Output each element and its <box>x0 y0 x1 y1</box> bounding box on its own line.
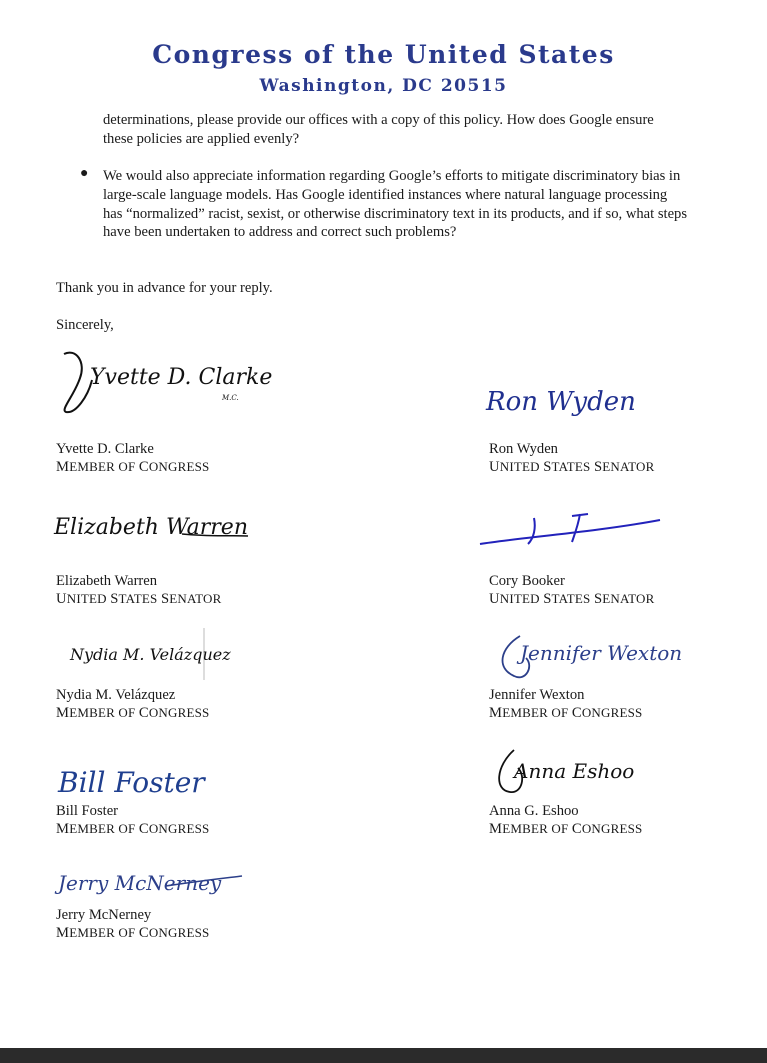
signer-name: Elizabeth Warren <box>56 573 158 589</box>
signer-name: Bill Foster <box>56 803 119 819</box>
signer-wexton <box>489 686 749 722</box>
signer-warren <box>56 572 316 608</box>
signer-mcnerney <box>56 906 316 942</box>
bullet-paragraph: We would also appreciate information regarding Google’s efforts to mitigate discriminatory bias in large-scale language models. Has Google identified instances where natural language processing has “normalized” racist, sexist, or otherwise discriminatory text in its products, and if so, what steps have been undertaken to address and correct such problems? <box>103 168 688 241</box>
signer-title: MEMBER OF CONGRESS <box>489 705 643 721</box>
signature-foster <box>56 756 246 804</box>
signature-eshoo <box>488 740 648 800</box>
signature-mark: M.C. <box>222 394 239 402</box>
signer-wyden <box>489 440 749 476</box>
signature-text: Elizabeth Warren <box>54 515 248 540</box>
letterhead-title: Congress of the United States <box>152 40 615 69</box>
signer-clarke <box>56 440 316 476</box>
signature-wyden <box>484 376 674 426</box>
signer-name: Jerry McNerney <box>56 907 152 923</box>
signer-title: MEMBER OF CONGRESS <box>56 821 210 837</box>
signer-name: Ron Wyden <box>489 441 558 457</box>
signer-title: MEMBER OF CONGRESS <box>56 925 210 941</box>
signer-name: Yvette D. Clarke <box>56 441 154 457</box>
signature-text: Nydia M. Velázquez <box>70 645 231 664</box>
bullet-icon: ● <box>80 166 89 181</box>
signature-text: Jerry McNerney <box>58 871 222 895</box>
signer-title: UNITED STATES SENATOR <box>489 591 655 607</box>
signature-warren <box>52 504 252 552</box>
signature-booker <box>476 502 666 554</box>
signer-booker <box>489 572 749 608</box>
signer-name: Anna G. Eshoo <box>489 803 579 819</box>
signature-text: Bill Foster <box>58 766 205 799</box>
signer-title: MEMBER OF CONGRESS <box>489 821 643 837</box>
signature-mcnerney <box>56 860 246 908</box>
signer-name: Nydia M. Velázquez <box>56 687 176 703</box>
signer-name: Jennifer Wexton <box>489 687 585 703</box>
signature-velazquez <box>68 628 231 680</box>
continuation-paragraph: determinations, please provide our offices with a copy of this policy. How does Google ensure these policies are applied evenly? <box>103 112 654 147</box>
signer-eshoo <box>489 802 749 838</box>
thanks-line: Thank you in advance for your reply. <box>56 280 273 296</box>
signature-text: Ron Wyden <box>486 387 636 417</box>
signer-name: Cory Booker <box>489 573 565 589</box>
signature-text: Yvette D. Clarke <box>90 365 273 390</box>
bottom-bar <box>0 1048 767 1063</box>
signature-text: Anna Eshoo <box>514 759 635 783</box>
signer-velazquez <box>56 686 316 722</box>
signer-title: MEMBER OF CONGRESS <box>56 459 210 475</box>
closing-line: Sincerely, <box>56 317 114 333</box>
signer-title: UNITED STATES SENATOR <box>489 459 655 475</box>
signer-title: UNITED STATES SENATOR <box>56 591 222 607</box>
letterhead-subtitle: Washington, DC 20515 <box>259 76 508 96</box>
signer-foster <box>56 802 316 838</box>
signer-title: MEMBER OF CONGRESS <box>56 705 210 721</box>
signature-text: Jennifer Wexton <box>520 641 683 665</box>
signature-clarke <box>52 344 273 416</box>
signature-wexton <box>490 628 683 686</box>
